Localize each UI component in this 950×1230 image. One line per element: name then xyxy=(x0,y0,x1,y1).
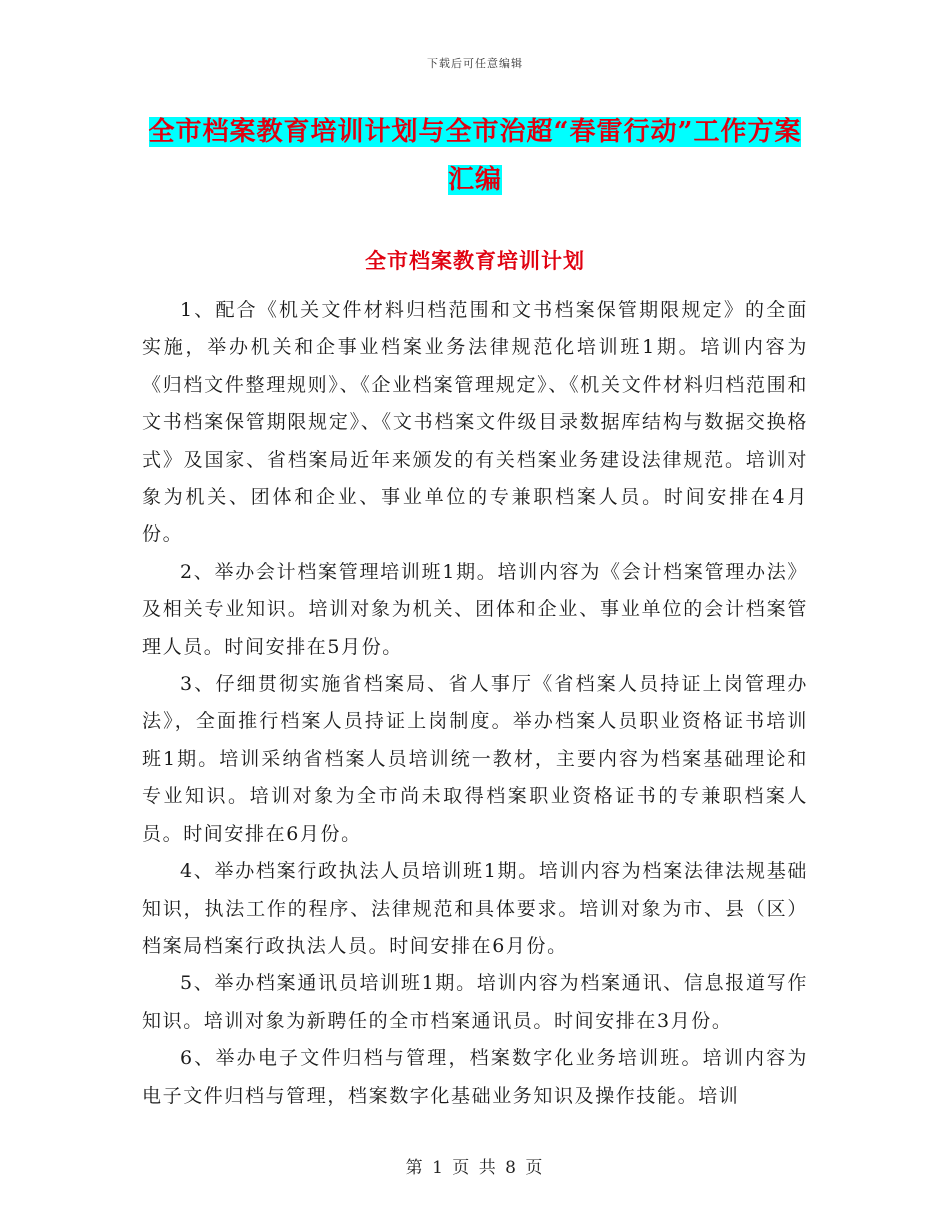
paragraph-3: 3、仔细贯彻实施省档案局、省人事厅《省档案人员持证上岗管理办法》，全面推行档案人员持证上岗制度。举办档案人员职业资格证书培训班1期。培训采纳省档案人员培训统一教材，主要内容为档案基础理论和专业知识。培训对象为全市尚未取得档案职业资格证书的专兼职档案人员。时间安排在6月份。 xyxy=(142,673,808,845)
document-title xyxy=(140,108,810,204)
section-title: 全市档案教育培训计划 xyxy=(365,248,585,273)
body-text xyxy=(142,292,808,1115)
paragraph-2: 2、举办会计档案管理培训班1期。培训内容为《会计档案管理办法》及相关专业知识。培训对象为机关、团体和企业、事业单位的会计档案管理人员。时间安排在5月份。 xyxy=(142,560,808,658)
paragraph-6: 6、举办电子文件归档与管理，档案数字化业务培训班。培训内容为电子文件归档与管理，档案数字化基础业务知识及操作技能。培训 xyxy=(142,1047,808,1107)
header-note: 下载后可任意编辑 xyxy=(427,57,523,70)
paragraph-1: 1、配合《机关文件材料归档范围和文书档案保管期限规定》的全面实施，举办机关和企事业档案业务法律规范化培训班1期。培训内容为《归档文件整理规则》、《企业档案管理规定》、《机关文件材料归档范围和文书档案保管期限规定》、《文书档案文件级目录数据库结构与数据交换格式》及国家、省档案局近年来颁发的有关档案业务建设法律规范。培训对象为机关、团体和企业、事业单位的专兼职档案人员。时间安排在4月份。 xyxy=(142,299,808,546)
document-title-text: 全市档案教育培训计划与全市治超“春雷行动”工作方案汇编 xyxy=(148,117,802,195)
paragraph-5: 5、举办档案通讯员培训班1期。培训内容为档案通讯、信息报道写作知识。培训对象为新聘任的全市档案通讯员。时间安排在3月份。 xyxy=(142,972,808,1032)
paragraph-4: 4、举办档案行政执法人员培训班1期。培训内容为档案法律法规基础知识，执法工作的程序、法律规范和具体要求。培训对象为市、县（区）档案局档案行政执法人员。时间安排在6月份。 xyxy=(142,860,808,957)
page-footer: 第 1 页 共 8 页 xyxy=(405,1158,545,1178)
